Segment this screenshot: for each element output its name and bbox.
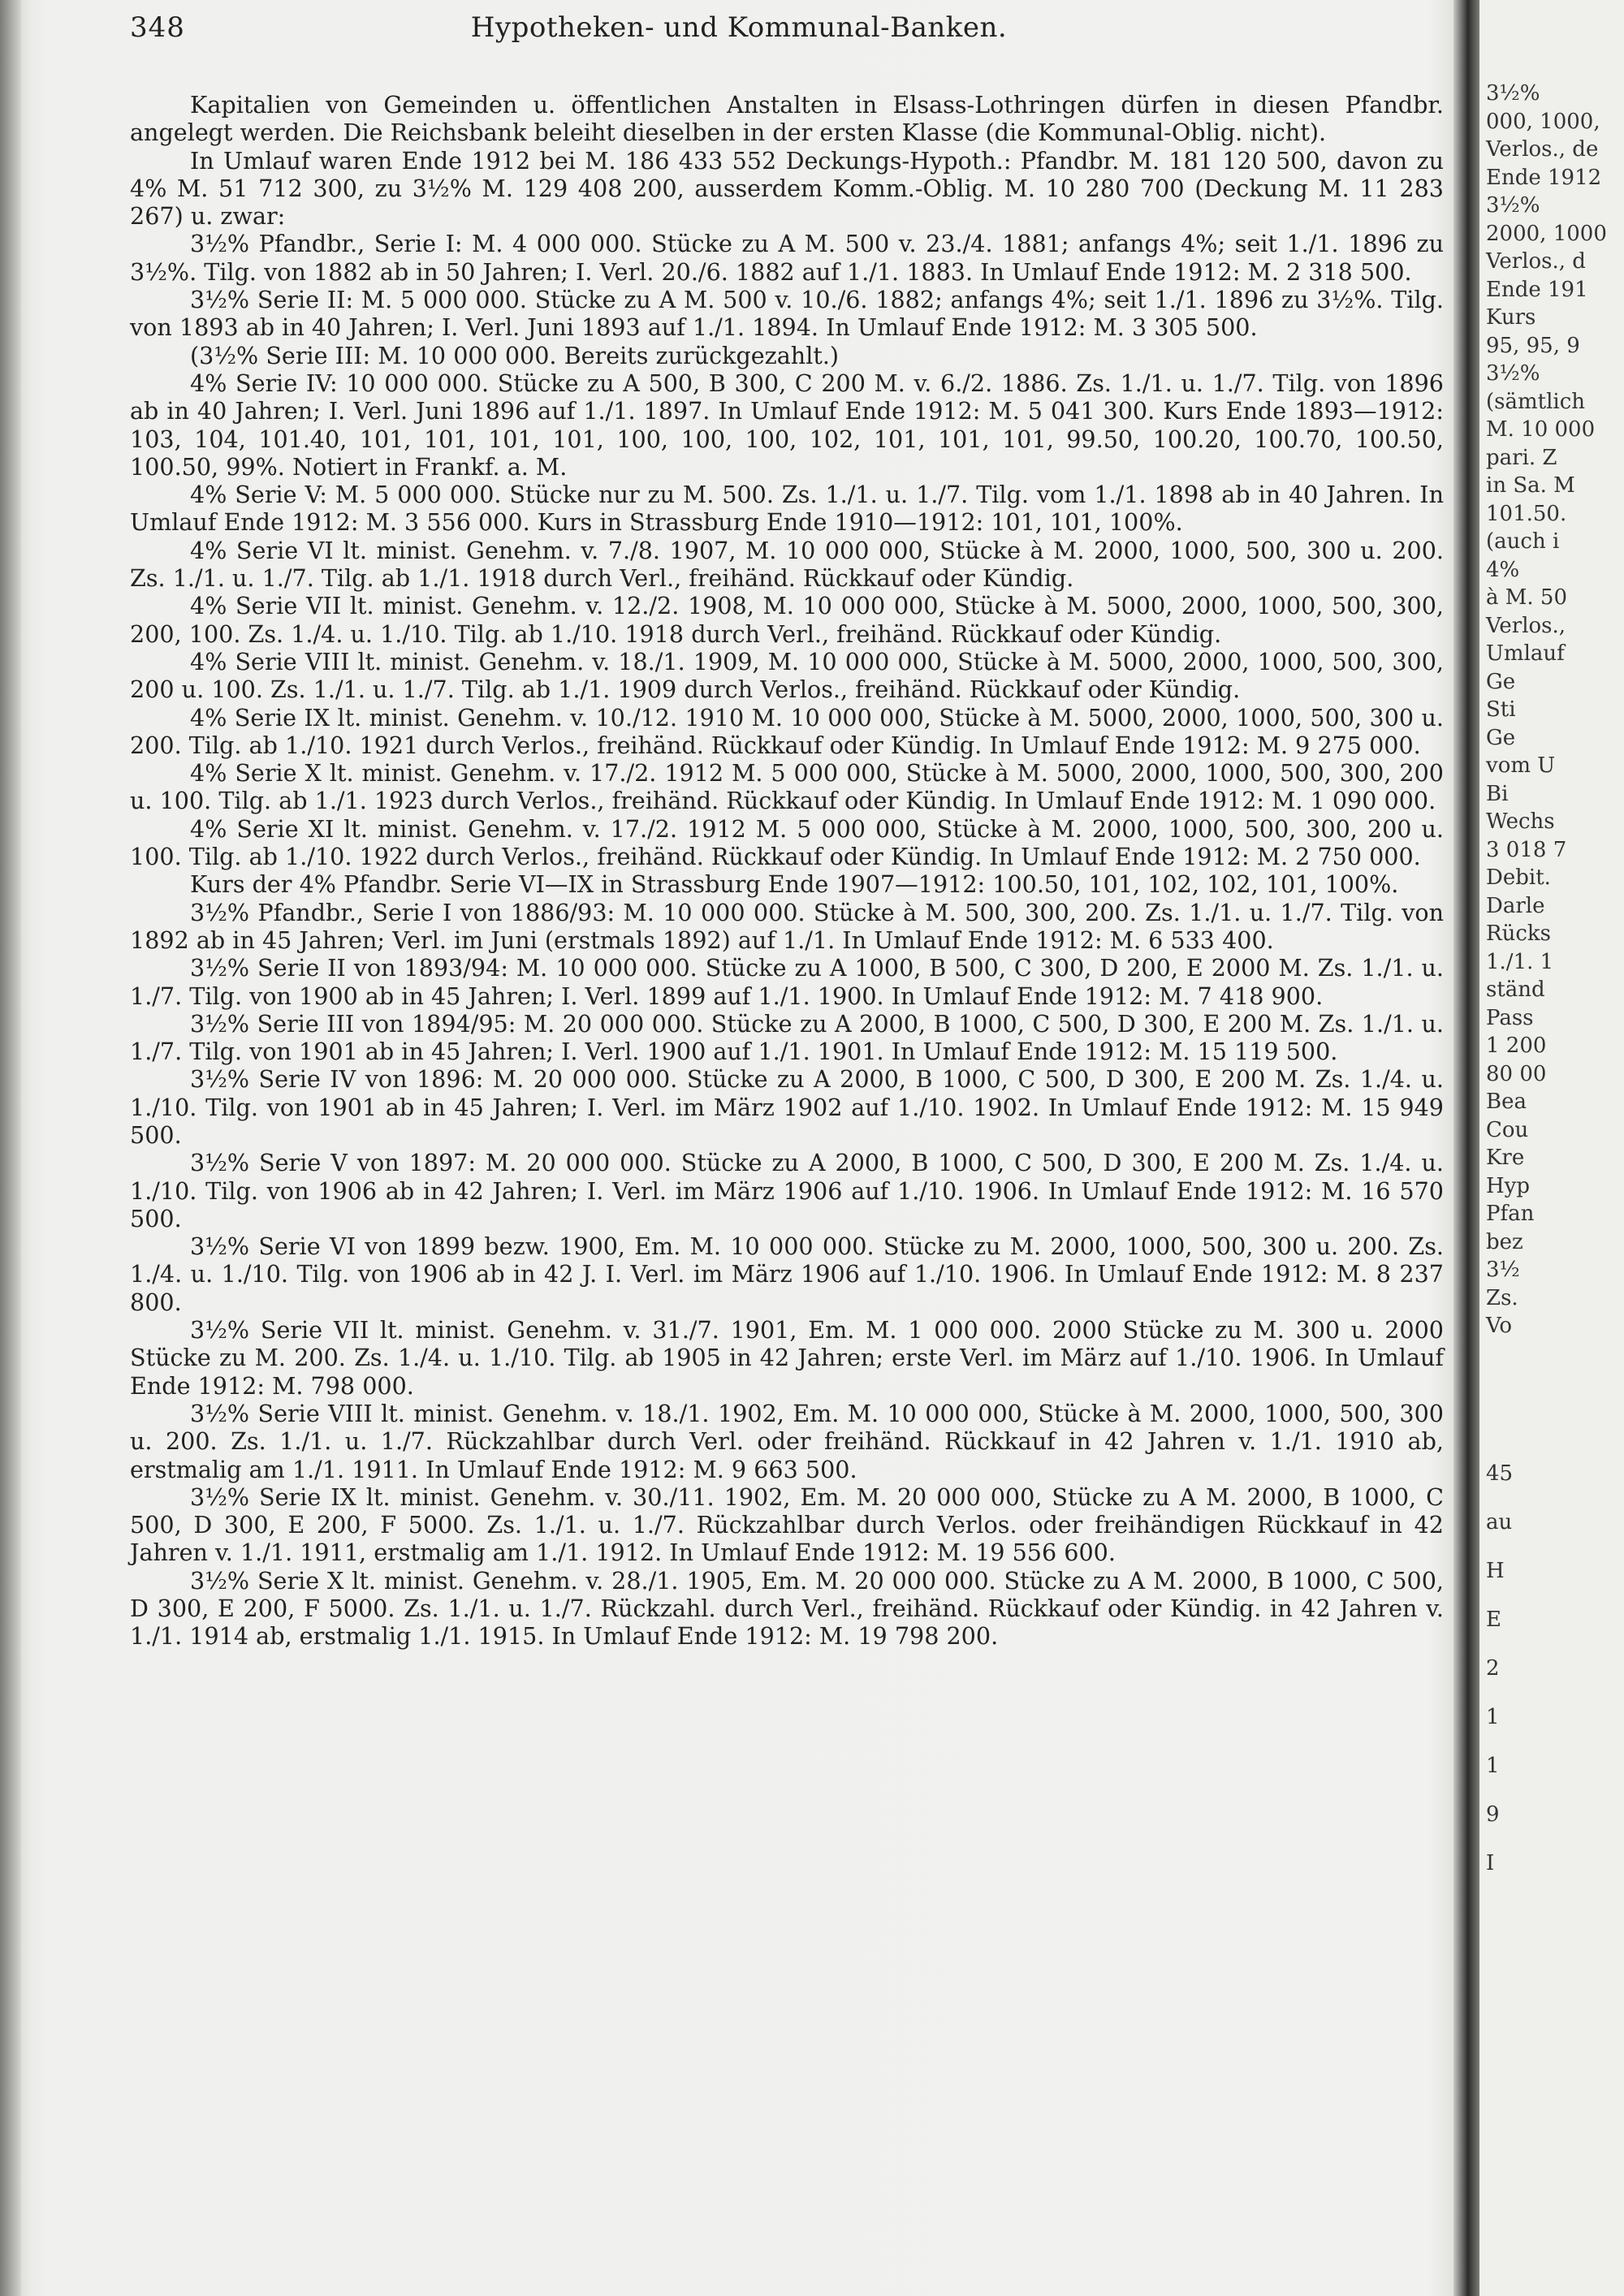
paragraph: 4% Serie VIII lt. minist. Genehm. v. 18./1. 1909, M. 10 000 000, Stücke à M. 5000, 2000, 1000, 500, 300, 200 u. 100. Zs. 1./1. u. 1./7. Tilg. ab 1./1. 1909 durch Verlos., freihänd. Rückkauf oder Kündig. — [130, 647, 1444, 704]
adjacent-page-text: E — [1486, 1608, 1501, 1632]
adjacent-page-text: 1 200 — [1486, 1034, 1547, 1058]
binding-edge-left — [0, 0, 21, 2296]
page-number: 348 — [130, 11, 185, 44]
paragraph: 3½% Serie II von 1893/94: M. 10 000 000. Stücke zu A 1000, B 500, C 300, D 200, E 2000 M. Zs. 1./1. u. 1./7. Tilg. von 1900 ab in 45 Jahren; I. Verl. 1899 auf 1./1. 1900. In Umlauf Ende 1912: M. 7 418 900. — [130, 954, 1444, 1010]
paragraph: 3½% Serie III von 1894/95: M. 20 000 000. Stücke zu A 2000, B 1000, C 500, D 300, E 200 M. Zs. 1./1. u. 1./7. Tilg. von 1901 ab in 45 Jahren; I. Verl. 1900 auf 1./1. 1901. In Umlauf Ende 1912: M. 15 119 500. — [130, 1009, 1444, 1066]
adjacent-page-text: Verlos., — [1486, 613, 1566, 638]
adjacent-page-text: 95, 95, 9 — [1486, 333, 1580, 358]
adjacent-page-text: Verlos., de — [1486, 137, 1599, 162]
adjacent-page-text: 4% — [1486, 557, 1520, 582]
adjacent-page-text: Ende 1912 — [1486, 165, 1602, 190]
adjacent-page-text: 3 018 7 — [1486, 837, 1567, 862]
paragraph: 4% Serie VII lt. minist. Genehm. v. 12./2. 1908, M. 10 000 000, Stücke à M. 5000, 2000, 1000, 500, 300, 200, 100. Zs. 1./4. u. 1./10. Tilg. ab 1./10. 1918 durch Verl., freihänd. Rückkauf oder Kündig. — [130, 592, 1444, 648]
adjacent-page-text: Kurs — [1486, 305, 1536, 330]
adjacent-page-text: au — [1486, 1510, 1513, 1534]
adjacent-page-text: H — [1486, 1559, 1505, 1583]
paragraph: (3½% Serie III: M. 10 000 000. Bereits zurückgezahlt.) — [190, 341, 840, 369]
adjacent-page-text: Kre — [1486, 1146, 1525, 1170]
adjacent-page-text: 3½% — [1486, 81, 1540, 106]
adjacent-page-text: Ende 191 — [1486, 277, 1588, 302]
adjacent-page-text: 80 00 — [1486, 1061, 1547, 1086]
adjacent-page-text: Zs. — [1486, 1285, 1518, 1310]
adjacent-page-text: Ge — [1486, 725, 1516, 750]
adjacent-page-text: 2000, 1000 — [1486, 221, 1607, 246]
running-title: Hypotheken- und Kommunal-Banken. — [470, 11, 1008, 44]
paragraph: 3½% Serie VII lt. minist. Genehm. v. 31./7. 1901, Em. M. 1 000 000. 2000 Stücke zu M. 300 u. 2000 Stücke zu M. 200. Zs. 1./4. u. 1./10. Tilg. ab 1905 in 42 Jahren; erste Verl. im März auf 1./10. 1906. In Umlauf Ende 1912: M. 798 000. — [130, 1316, 1444, 1400]
adjacent-page-text: Umlauf — [1486, 641, 1565, 666]
paragraph: 3½% Serie VI von 1899 bezw. 1900, Em. M. 10 000 000. Stücke zu M. 2000, 1000, 500, 300 u. 200. Zs. 1./4. u. 1./10. Tilg. von 1906 ab in 42 J. I. Verl. im März 1906 auf 1./10. 1906. In Umlauf Ende 1912: M. 8 237 800. — [130, 1232, 1444, 1316]
adjacent-page-text: 3½ — [1486, 1258, 1520, 1282]
paragraph: 4% Serie IX lt. minist. Genehm. v. 10./12. 1910 M. 10 000 000, Stücke à M. 5000, 2000, 1000, 500, 300 u. 200. Tilg. ab 1./10. 1921 durch Verlos., freihänd. Rückkauf oder Kündig. In Umlauf Ende 1912: M. 9 275 000. — [130, 703, 1444, 759]
paragraph: 3½% Serie X lt. minist. Genehm. v. 28./1. 1905, Em. M. 20 000 000. Stücke zu A M. 2000, B 1000, C 500, D 300, E 200, F 5000. Zs. 1./1. u. 1./7. Rückzahl. durch Verl., freihänd. Rückkauf oder Kündig. in 42 Jahren v. 1./1. 1914 ab, erstmalig 1./1. 1915. In Umlauf Ende 1912: M. 19 798 200. — [130, 1566, 1444, 1651]
adjacent-page-text: Bea — [1486, 1090, 1527, 1114]
adjacent-page-text: 45 — [1486, 1461, 1514, 1486]
adjacent-page-text: 1 — [1486, 1705, 1500, 1729]
adjacent-page-text: Wechs — [1486, 809, 1555, 834]
adjacent-page-text: ständ — [1486, 978, 1545, 1002]
paragraph: 4% Serie X lt. minist. Genehm. v. 17./2. 1912 M. 5 000 000, Stücke à M. 5000, 2000, 1000, 500, 300, 200 u. 100. Tilg. ab 1./1. 1923 durch Verlos., freihänd. Rückkauf oder Kündig. In Umlauf Ende 1912: M. 1 090 000. — [130, 759, 1444, 815]
adjacent-page-text: Darle — [1486, 893, 1545, 918]
paragraph: 3½% Pfandbr., Serie I: M. 4 000 000. Stücke zu A M. 500 v. 23./4. 1881; anfangs 4%; seit 1./1. 1896 zu 3½%. Tilg. von 1882 ab in 50 Jahren; I. Verl. 20./6. 1882 auf 1./1. 1883. In Umlauf Ende 1912: M. 2 318 500. — [130, 230, 1444, 286]
adjacent-page-text: bez — [1486, 1229, 1523, 1254]
adjacent-page-text: Cou — [1486, 1117, 1529, 1142]
paragraph: 3½% Serie IX lt. minist. Genehm. v. 30./11. 1902, Em. M. 20 000 000, Stücke zu A M. 2000, B 1000, C 500, D 300, E 200, F 5000. Zs. 1./1. u. 1./7. Rückzahlbar durch Verlos. oder freihändigen Rückkauf in 42 Jahren v. 1./1. 1911, erstmalig am 1./1. 1912. In Umlauf Ende 1912: M. 19 556 600. — [130, 1482, 1444, 1567]
adjacent-page-text: Pass — [1486, 1005, 1534, 1030]
adjacent-page-text: in Sa. M — [1486, 473, 1575, 498]
paragraph: 3½% Pfandbr., Serie I von 1886/93: M. 10 000 000. Stücke à M. 500, 300, 200. Zs. 1./1. u. 1./7. Tilg. von 1892 ab in 45 Jahren; Verl. im Juni (erstmals 1892) auf 1./1. In Umlauf Ende 1912: M. 6 533 400. — [130, 898, 1444, 954]
adjacent-page-text: (sämtlich — [1486, 389, 1586, 414]
adjacent-page-text: vom U — [1486, 753, 1556, 778]
adjacent-page-text: 000, 1000, — [1486, 109, 1600, 134]
paragraph: 3½% Serie VIII lt. minist. Genehm. v. 18./1. 1902, Em. M. 10 000 000, Stücke à M. 2000, 1000, 500, 300 u. 200. Zs. 1./1. u. 1./7. Rückzahlbar durch Verl. oder freihänd. Rückkauf in 42 Jahren v. 1./1. 1910 ab, erstmalig am 1./1. 1911. In Umlauf Ende 1912: M. 9 663 500. — [130, 1399, 1444, 1483]
adjacent-page-text: à M. 50 — [1486, 585, 1568, 610]
adjacent-page-text: Debit. — [1486, 865, 1551, 890]
adjacent-page-text: 101.50. — [1486, 501, 1567, 526]
adjacent-page-text: 3½% — [1486, 193, 1540, 218]
paragraph: In Umlauf waren Ende 1912 bei M. 186 433 552 Deckungs-Hypoth.: Pfandbr. M. 181 120 500, davon zu 4% M. 51 712 300, zu 3½% M. 129 408 200, ausserdem Komm.-Oblig. M. 10 280 700 (Deckung M. 11 283 267) u. zwar: — [130, 146, 1444, 231]
adjacent-page-text: 2 — [1486, 1656, 1500, 1681]
adjacent-page-text: Ge — [1486, 669, 1516, 694]
adjacent-page-text: 1./1. 1 — [1486, 949, 1554, 974]
adjacent-page-text: Vo — [1486, 1314, 1513, 1338]
paragraph: 3½% Serie II: M. 5 000 000. Stücke zu A M. 500 v. 10./6. 1882; anfangs 4%; seit 1./1. 1896 zu 3½%. Tilg. von 1893 ab in 40 Jahren; I. Verl. Juni 1893 auf 1./1. 1894. In Umlauf Ende 1912: M. 3 305 500. — [130, 286, 1444, 342]
adjacent-page-text: 3½% — [1486, 361, 1540, 386]
paragraph: 4% Serie VI lt. minist. Genehm. v. 7./8. 1907, M. 10 000 000, Stücke à M. 2000, 1000, 500, 300 u. 200. Zs. 1./1. u. 1./7. Tilg. ab 1./1. 1918 durch Verl., freihänd. Rückkauf oder Kündig. — [130, 536, 1444, 593]
adjacent-page-text: Bi — [1486, 781, 1509, 806]
paragraph: Kapitalien von Gemeinden u. öffentlichen Anstalten in Elsass-Lothringen dürfen in diesen Pfandbr. angelegt werden. Die Reichsbank beleiht dieselben in der ersten Klasse (die Kommunal-Oblig. nicht). — [130, 91, 1444, 147]
adjacent-page-fragment — [1479, 0, 1624, 2296]
paragraph: Kurs der 4% Pfandbr. Serie VI—IX in Strassburg Ende 1907—1912: 100.50, 101, 102, 102, 101, 100%. — [190, 870, 1399, 899]
adjacent-page-text: pari. Z — [1486, 445, 1557, 470]
adjacent-page-text: Pfan — [1486, 1202, 1535, 1226]
book-gutter-shadow — [1453, 0, 1479, 2296]
adjacent-page-text: Sti — [1486, 697, 1516, 722]
paragraph: 3½% Serie V von 1897: M. 20 000 000. Stücke zu A 2000, B 1000, C 500, D 300, E 200 M. Zs. 1./4. u. 1./10. Tilg. von 1906 ab in 42 Jahren; I. Verl. im März 1906 auf 1./10. 1906. In Umlauf Ende 1912: M. 16 570 500. — [130, 1149, 1444, 1232]
adjacent-page-text: Hyp — [1486, 1173, 1531, 1198]
paragraph: 3½% Serie IV von 1896: M. 20 000 000. Stücke zu A 2000, B 1000, C 500, D 300, E 200 M. Zs. 1./4. u. 1./10. Tilg. von 1901 ab in 45 Jahren; I. Verl. im März 1902 auf 1./10. 1902. In Umlauf Ende 1912: M. 15 949 500. — [130, 1065, 1444, 1149]
adjacent-page-text: Verlos., d — [1486, 249, 1586, 274]
adjacent-page-text: M. 10 000 — [1486, 417, 1596, 442]
paragraph: 4% Serie IV: 10 000 000. Stücke zu A 500, B 300, C 200 M. v. 6./2. 1886. Zs. 1./1. u. 1./7. Tilg. von 1896 ab in 40 Jahren; I. Verl. Juni 1896 auf 1./1. 1897. In Umlauf Ende 1912: M. 5 041 300. Kurs Ende 1893—1912: 103, 104, 101.40, 101, 101, 101, 101, 100, 100, 100, 102, 101, 101, 101, 99.50, 100.20, 100.70, 100.50, 100.50, 99%. Notiert in Frankf. a. M. — [130, 369, 1444, 481]
paragraph: 4% Serie V: M. 5 000 000. Stücke nur zu M. 500. Zs. 1./1. u. 1./7. Tilg. vom 1./1. 1898 ab in 40 Jahren. In Umlauf Ende 1912: M. 3 556 000. Kurs in Strassburg Ende 1910—1912: 101, 101, 100%. — [130, 481, 1444, 537]
adjacent-page-text: (auch i — [1486, 529, 1560, 554]
paragraph: 4% Serie XI lt. minist. Genehm. v. 17./2. 1912 M. 5 000 000, Stücke à M. 2000, 1000, 500, 300, 200 u. 100. Tilg. ab 1./10. 1922 durch Verlos., freihänd. Rückkauf oder Kündig. In Umlauf Ende 1912: M. 2 750 000. — [130, 814, 1444, 871]
page-header — [130, 11, 1445, 50]
adjacent-page-text: Rücks — [1486, 921, 1551, 946]
main-text-column — [130, 91, 1444, 1651]
adjacent-page-text: I — [1486, 1851, 1495, 1875]
adjacent-page-text: 1 — [1486, 1754, 1500, 1778]
adjacent-page-text: 9 — [1486, 1802, 1500, 1827]
